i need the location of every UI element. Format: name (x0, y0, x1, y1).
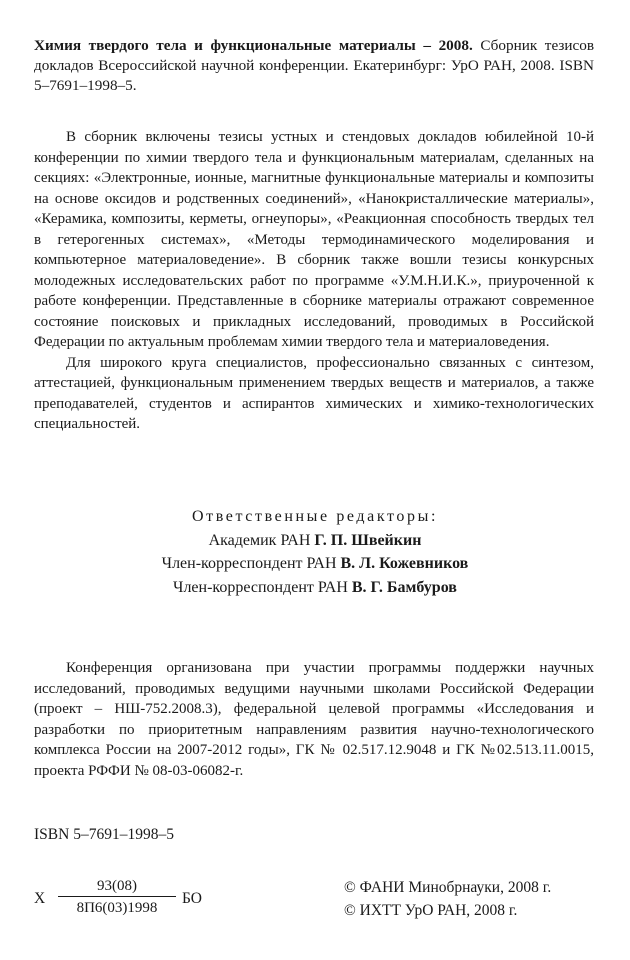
code-fraction (58, 876, 176, 919)
editors-heading: Ответственные редакторы: (191, 508, 438, 525)
code-suffix: БО (182, 890, 202, 907)
copyright-block (344, 876, 551, 922)
editor-1-name: Г. П. Швейкин (314, 531, 422, 549)
abstract-paragraph-2: Для широкого круга специалистов, профессионально связанных с синтезом, аттестацией, функциональным применением твердых веществ и материалов, а также преподавателей, студентов и аспирантов химических и химико-технологических специальностей. (34, 354, 594, 432)
editor-2-name: В. Л. Кожевников (340, 555, 469, 572)
code-denominator: 8П6(03)1998 (76, 900, 158, 916)
isbn: ISBN 5–7691–1998–5 (34, 826, 174, 843)
responsible-editors (0, 505, 630, 599)
editor-3-name: В. Г. Бамбуров (351, 578, 457, 596)
bibliographic-description: Сборник тезисов докладов Всероссийской научной конференции. Екатеринбург: УрО РАН, 2008. ISBN 5–7691–1998–5. (34, 37, 595, 94)
editor-1-role: Академик РАН (208, 531, 315, 549)
abstract (34, 127, 594, 435)
editor-1 (0, 529, 630, 553)
abstract-paragraph-1: В сборник включены тезисы устных и стендовых докладов юбилейной 10-й конференции по химии твердого тела и функциональным материалам, сделанных на секциях: «Электронные, ионные, магнитные функциональные материалы и композиты на основе оксидов и родственных соединений», «Нанокристаллические материалы», «Керамика, композиты, керметы, огнеупоры», «Реакционная способность твердых тел в гетерогенных системах», «Методы термодинамического моделирования и компьютерное материаловедение». В сборник также вошли тезисы конкурсных молодежных исследовательских работ по программе «У.М.Н.И.К.», приуроченной к работе конференции. Представленные в сборнике материалы отражают современное состояние поисковых и прикладных исследований, проводимых в Российской Федерации по актуальным проблемам химии твердого тела и материаловедения. (34, 129, 594, 350)
editor-2-role: Член-корреспондент РАН (161, 555, 341, 572)
funding-note: Конференция организована при участии программы поддержки научных исследований, проводимых ведущими научными школами Российской Федерации (проект – НШ-752.2008.3), федеральной целевой программы «Исследования и разработки по приоритетным направлениям развития научно-технологического комплекса России на 2007-2012 годы», ГК № 02.517.12.9048 и ГК №02.513.11.0015, проекта РФФИ № 08-03-06082-г. (34, 660, 594, 779)
bibliographic-header (34, 36, 594, 96)
code-numerator: 93(08) (58, 876, 176, 897)
editor-2 (0, 552, 630, 576)
copyright-line-1: © ФАНИ Минобрнауки, 2008 г. (344, 879, 552, 896)
editor-3-role: Член-корреспондент РАН (173, 578, 352, 596)
copyright-line-2: © ИХТТ УрО РАН, 2008 г. (344, 902, 518, 919)
editor-3 (0, 576, 630, 600)
code-prefix: Х (34, 890, 46, 907)
book-title: Химия твердого тела и функциональные материалы – 2008. (34, 37, 473, 54)
